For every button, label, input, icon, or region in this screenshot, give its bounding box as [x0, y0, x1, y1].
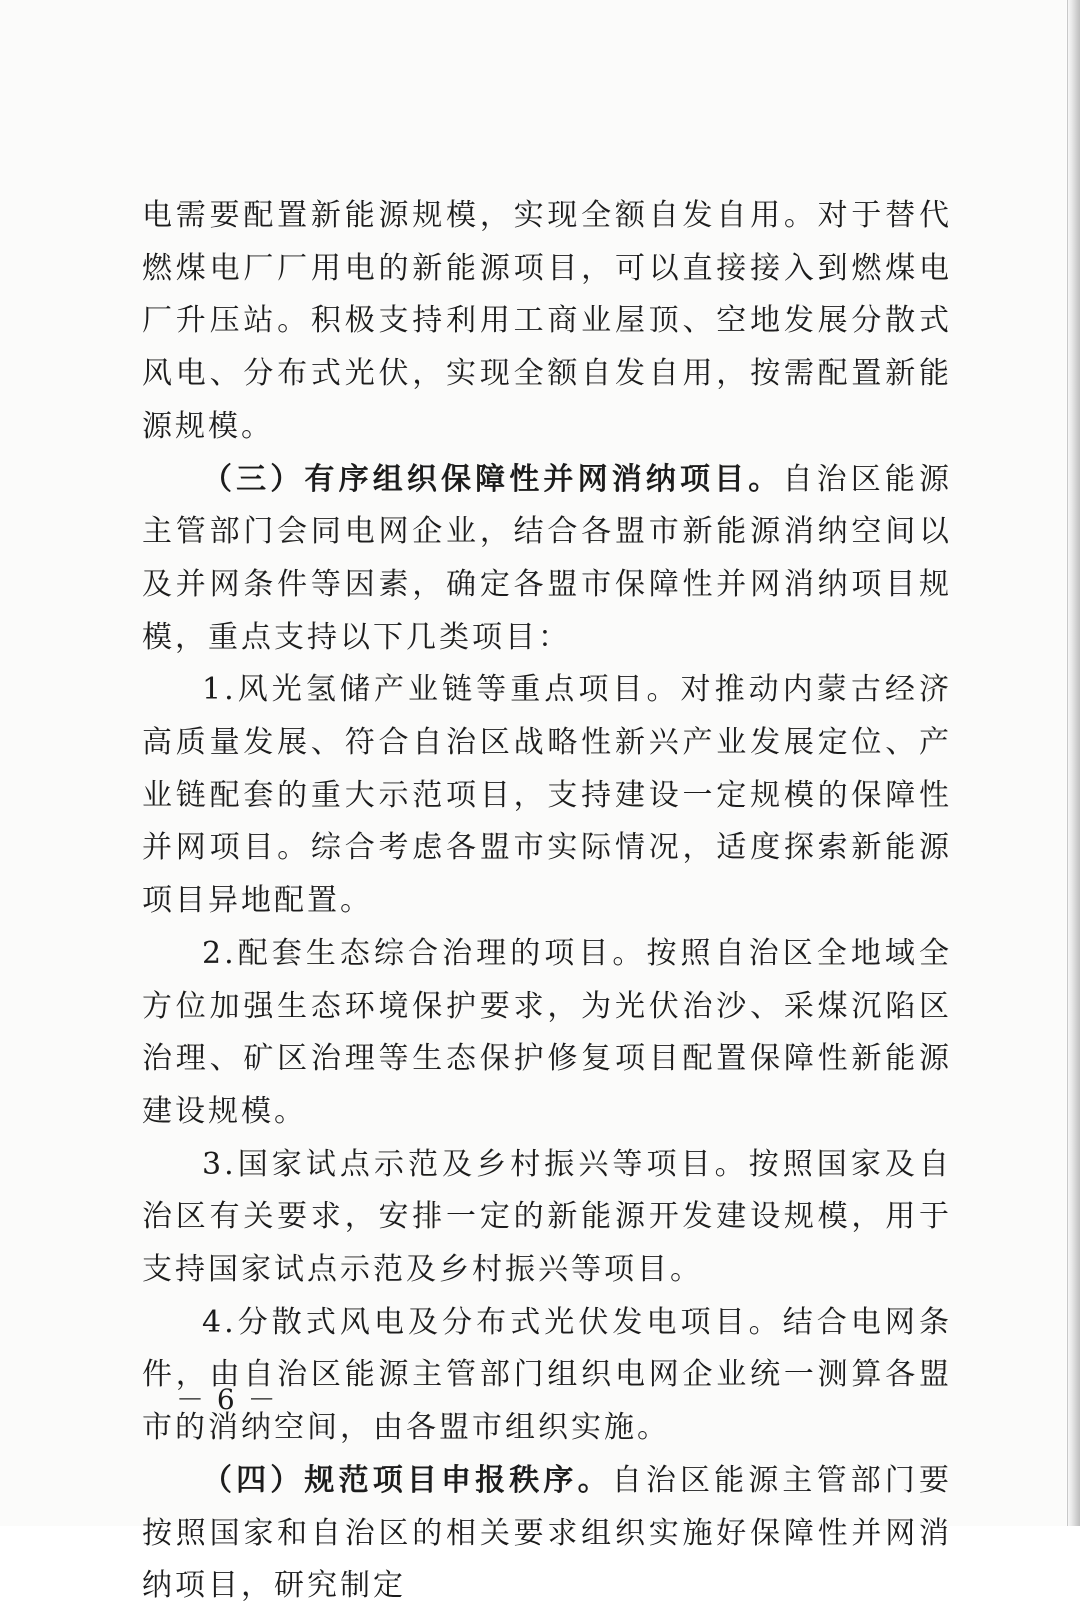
paragraph-item-2 — [142, 928, 952, 1139]
paragraph-section-four — [142, 1455, 952, 1613]
paragraph-item-3 — [142, 1139, 952, 1297]
paragraph-text: 自治区能源主管部门会同电网企业，结合各盟市新能源消纳空间以及并网条件等因素，确定各盟市保障性并网消纳项目规模，重点支持以下几类项目： — [142, 461, 953, 655]
paragraph-item-4 — [142, 1297, 952, 1455]
paragraph-text: 4.分散式风电及分布式光伏发电项目。结合电网条件，由自治区能源主管部门组织电网企业统一测算各盟市的消纳空间，由各盟市组织实施。 — [142, 1304, 952, 1446]
paragraph-text: 1.风光氢储产业链等重点项目。对推动内蒙古经济高质量发展、符合自治区战略性新兴产业发展定位、产业链配套的重大示范项目，支持建设一定规模的保障性并网项目。综合考虑各盟市实际情况，适度探索新能源项目异地配置。 — [142, 672, 952, 919]
section-heading-three: （三）有序组织保障性并网消纳项目。 — [202, 461, 783, 497]
page-edge-shadow — [1066, 0, 1080, 1526]
paragraph-text: 2.配套生态综合治理的项目。按照自治区全地域全方位加强生态环境保护要求，为光伏治沙、采煤沉陷区治理、矿区治理等生态保护修复项目配置保障性新能源建设规模。 — [142, 935, 952, 1129]
page-edge-line — [1067, 0, 1068, 1526]
page-number: － 6 － — [176, 1383, 278, 1416]
paragraph-text: 电需要配置新能源规模，实现全额自发自用。对于替代燃煤电厂厂用电的新能源项目，可以直接接入到燃煤电厂升压站。积极支持利用工商业屋顶、空地发展分散式风电、分布式光伏，实现全额自发自用，按需配置新能源规模。 — [142, 198, 952, 444]
paragraph-section-three — [142, 454, 952, 665]
section-heading-four: （四）规范项目申报秩序。 — [202, 1462, 612, 1498]
paragraph-item-1 — [142, 664, 952, 928]
paragraph-text: 自治区能源主管部门要按照国家和自治区的相关要求组织实施好保障性并网消纳项目，研究制定 — [142, 1462, 953, 1604]
paragraph-continuation — [142, 190, 952, 454]
paragraph-text: 3.国家试点示范及乡村振兴等项目。按照国家及自治区有关要求，安排一定的新能源开发建设规模，用于支持国家试点示范及乡村振兴等项目。 — [142, 1146, 952, 1288]
